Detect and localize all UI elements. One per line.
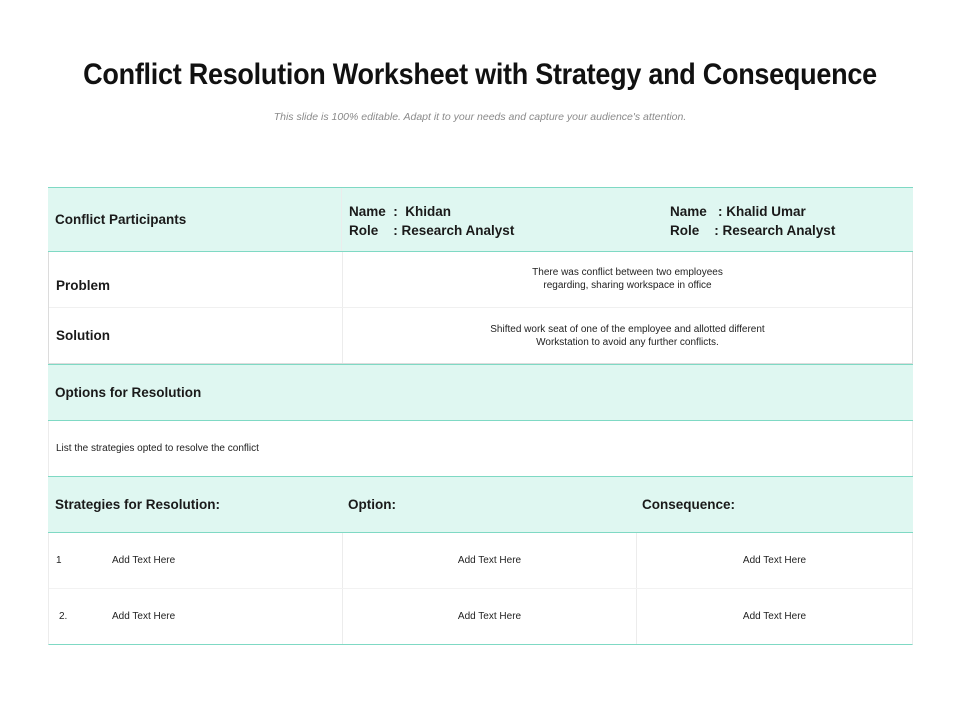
problem-label: Problem xyxy=(56,278,111,293)
participant-2 xyxy=(663,188,913,251)
table-row xyxy=(49,533,912,589)
strategy-text: Add Text Here xyxy=(112,555,176,566)
solution-label: Solution xyxy=(56,328,110,343)
solution-text xyxy=(342,308,912,363)
participant-1 xyxy=(341,188,663,251)
participant-2-role: Role : Research Analyst xyxy=(670,223,836,238)
participants-row xyxy=(48,187,913,252)
page-title: Conflict Resolution Worksheet with Strategy and Consequence xyxy=(83,58,877,91)
participant-2-name: Name : Khalid Umar xyxy=(670,204,806,219)
row-number: 2. xyxy=(59,611,68,622)
problem-solution-block xyxy=(48,252,913,364)
consequence-header: Consequence: xyxy=(642,497,736,512)
problem-text-line-1: There was conflict between two employees xyxy=(532,267,723,278)
strategies-body xyxy=(48,533,913,645)
option-header: Option: xyxy=(348,497,396,512)
consequence-text: Add Text Here xyxy=(636,533,912,588)
participants-label: Conflict Participants xyxy=(55,212,187,227)
problem-text xyxy=(342,252,912,307)
options-row xyxy=(48,364,913,421)
strategies-header: Strategies for Resolution: xyxy=(55,497,221,512)
option-text: Add Text Here xyxy=(342,589,636,644)
solution-text-line-2: Workstation to avoid any further conflicts. xyxy=(536,337,719,348)
consequence-text: Add Text Here xyxy=(636,589,912,644)
options-label: Options for Resolution xyxy=(55,385,202,400)
row-number: 1 xyxy=(56,555,62,566)
strategy-text: Add Text Here xyxy=(112,611,176,622)
strategies-header-row xyxy=(48,476,913,533)
problem-text-line-2: regarding, sharing workspace in office xyxy=(543,280,712,291)
participant-1-name: Name : Khidan xyxy=(349,204,452,219)
strategy-cell xyxy=(49,533,342,588)
problem-row xyxy=(49,252,912,308)
table-row xyxy=(49,589,912,644)
solution-row xyxy=(49,308,912,363)
strategy-cell xyxy=(49,589,342,644)
options-instruction-row xyxy=(48,421,913,476)
options-instruction: List the strategies opted to resolve the conflict xyxy=(56,443,259,454)
page-subtitle: This slide is 100% editable. Adapt it to your needs and capture your audience's attention. xyxy=(273,111,687,123)
worksheet-table xyxy=(48,187,913,645)
option-text: Add Text Here xyxy=(342,533,636,588)
solution-text-line-1: Shifted work seat of one of the employee and allotted different xyxy=(490,324,765,335)
participant-1-role: Role : Research Analyst xyxy=(349,223,515,238)
